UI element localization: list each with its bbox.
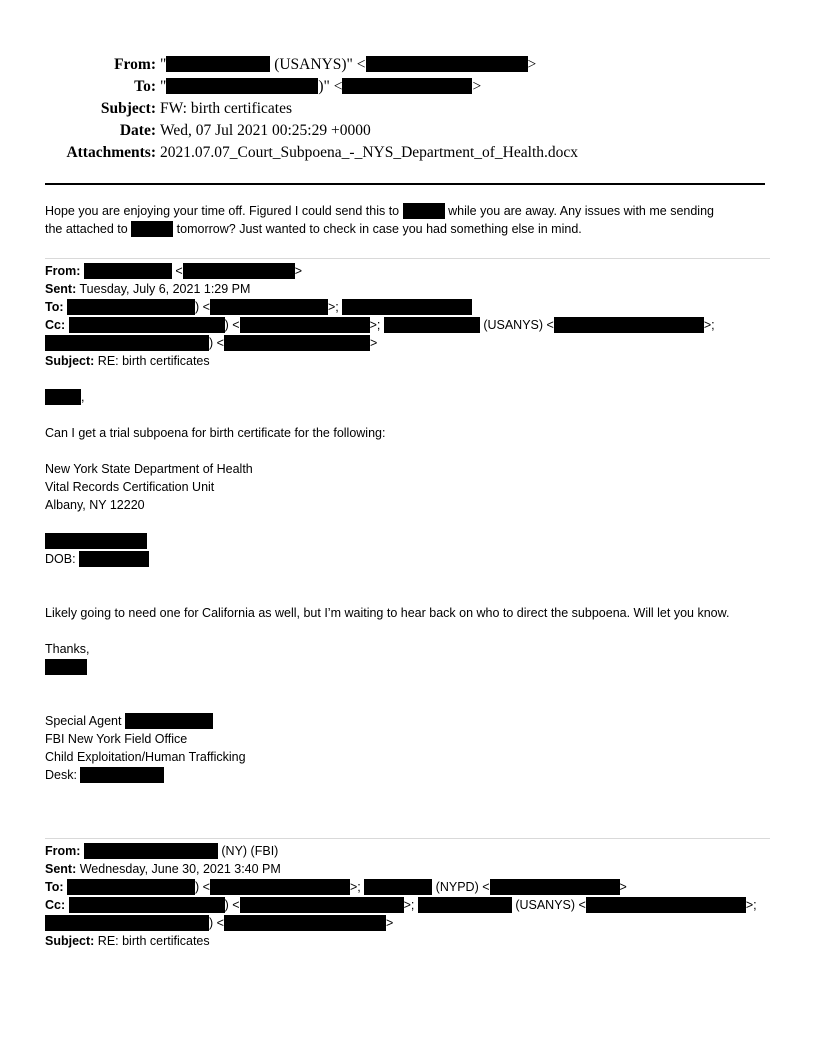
redaction (67, 299, 195, 315)
header-from-row: From: " (USANYS)" < > (0, 54, 578, 76)
header-subject-row (0, 98, 578, 120)
signature-title: Special Agent (45, 712, 770, 730)
redaction (240, 897, 404, 913)
redaction (67, 879, 195, 895)
redaction (80, 767, 164, 783)
email-2-header: From: (NY) (FBI) Sent: Wednesday, June 30, 2021 3:40 PM To: ) < >; (NYPD) < > Cc: ) < >; (USANYS) < >; ) < > Subject: RE: birth certificates (45, 844, 757, 948)
email-1-subject: RE: birth certificates (97, 354, 210, 368)
redaction (240, 317, 370, 333)
redaction (125, 713, 213, 729)
subject-label: Subject: (100, 100, 156, 117)
redaction (69, 897, 225, 913)
redaction (131, 221, 173, 237)
redaction (342, 299, 472, 315)
email-2-subject: RE: birth certificates (97, 934, 210, 948)
redaction (210, 299, 328, 315)
redaction (210, 879, 350, 895)
redaction (45, 533, 147, 549)
to-label: To: (134, 78, 156, 95)
header-date-row (0, 120, 578, 142)
redaction (342, 78, 472, 94)
california-note: Likely going to need one for California as well, but I’m waiting to hear back on who to direct the subpoena. Will let you know. (45, 606, 730, 620)
redaction (403, 203, 445, 219)
signature-office: FBI New York Field Office (45, 732, 188, 746)
redaction (79, 551, 149, 567)
attachments-label: Attachments: (66, 144, 156, 161)
redaction (224, 335, 370, 351)
subject-name (45, 532, 770, 550)
redaction (418, 897, 512, 913)
request-line: Can I get a trial subpoena for birth certificate for the following: (45, 426, 386, 440)
dob-line: DOB: (45, 550, 770, 568)
redaction (183, 263, 295, 279)
from-label: From: (114, 56, 156, 73)
intro-line-1: Hope you are enjoying your time off. Figured I could send this to while you are away. Any issues with me sending (45, 204, 714, 218)
address-line-3: Albany, NY 12220 (45, 498, 145, 512)
signature-unit: Child Exploitation/Human Trafficking (45, 750, 246, 764)
redaction (224, 915, 386, 931)
attachment-filename[interactable]: 2021.07.07_Court_Subpoena_-_NYS_Department_of_Health.docx (160, 144, 579, 161)
date-value: Wed, 07 Jul 2021 00:25:29 +0000 (160, 122, 371, 139)
redaction (384, 317, 480, 333)
email-2-sent: Wednesday, June 30, 2021 3:40 PM (79, 862, 281, 876)
date-label: Date: (119, 122, 156, 139)
signoff-name (45, 658, 770, 676)
email-body (45, 202, 770, 950)
redaction (490, 879, 620, 895)
redaction (45, 389, 81, 405)
redaction (166, 78, 318, 94)
thanks: Thanks, (45, 642, 90, 656)
redaction (366, 56, 528, 72)
redaction (166, 56, 270, 72)
redaction (45, 335, 209, 351)
email-1-sent: Tuesday, July 6, 2021 1:29 PM (79, 282, 251, 296)
redaction (84, 843, 218, 859)
header-to-row: To: " )" < > (0, 76, 578, 98)
redaction (364, 879, 432, 895)
intro-line-2: the attached to tomorrow? Just wanted to check in case you had something else in mind. (45, 222, 582, 236)
redaction (69, 317, 225, 333)
address-line-1: New York State Department of Health (45, 462, 253, 476)
redaction (554, 317, 704, 333)
address-line-2: Vital Records Certification Unit (45, 480, 215, 494)
subject-value: FW: birth certificates (160, 100, 292, 117)
redaction (45, 659, 87, 675)
header-divider (45, 183, 765, 185)
signature-desk: Desk: (45, 766, 770, 784)
redaction (586, 897, 746, 913)
salutation: , (45, 388, 770, 406)
redaction (45, 915, 209, 931)
header-attachments-row (0, 142, 578, 164)
from-text: (USANYS)" (274, 56, 353, 73)
redaction (84, 263, 172, 279)
forwarded-header (0, 54, 578, 164)
email-1-header: From: < > Sent: Tuesday, July 6, 2021 1:29 PM To: ) < >; Cc: ) < >; (USANYS) < >; ) < > Subject: RE: birth certificates (45, 264, 715, 368)
